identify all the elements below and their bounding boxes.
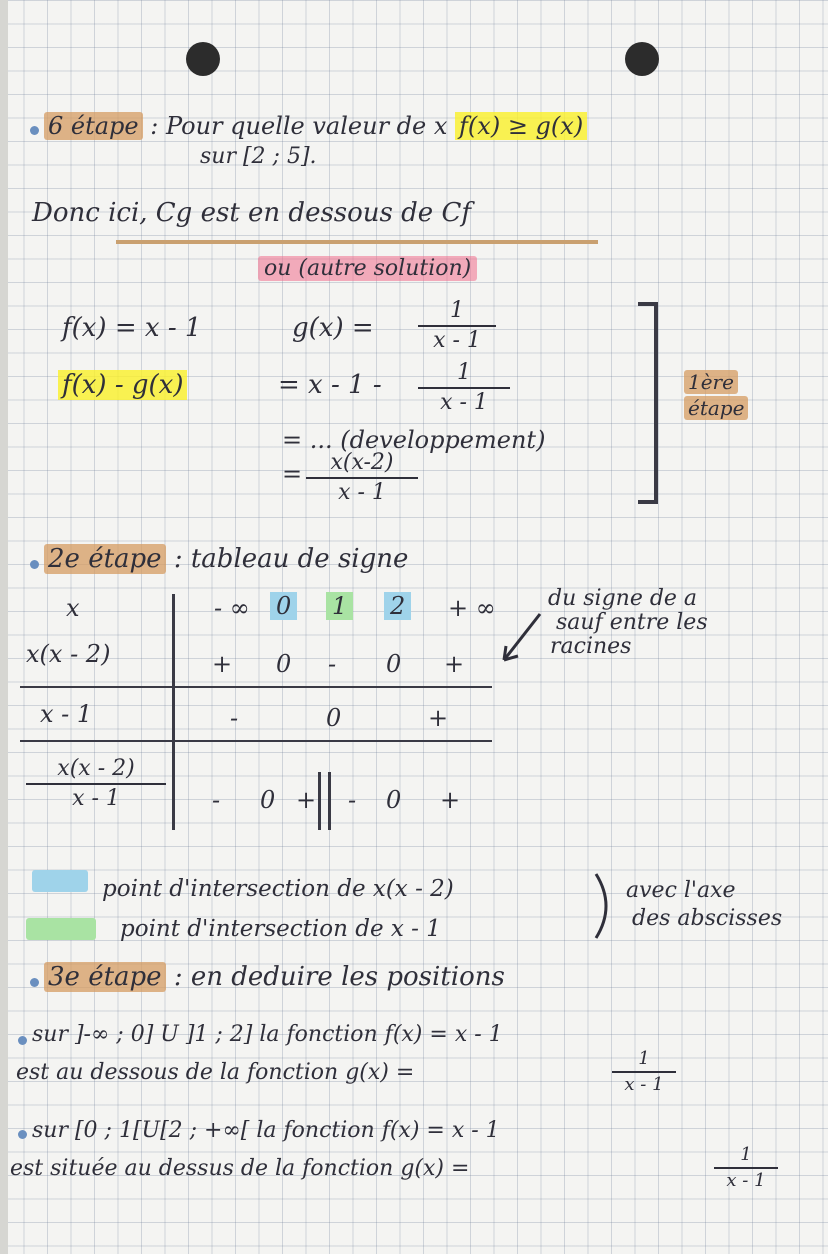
g-numerator: 1 xyxy=(450,298,464,323)
g-denominator: x - 1 xyxy=(433,328,481,353)
header-one: 1 xyxy=(326,592,353,620)
note-line-1: du signe de a xyxy=(548,586,698,611)
position-1-numerator: 1 xyxy=(638,1048,650,1069)
bracket-label-1-text: 1ère xyxy=(684,370,738,394)
row1-zero-1: 0 xyxy=(276,650,292,678)
legend-blue-swatch xyxy=(32,870,88,892)
header-two: 2 xyxy=(384,592,411,620)
row3-zero-1: 0 xyxy=(260,786,276,814)
row1-sign-1: + xyxy=(212,650,233,678)
fraction-bar xyxy=(418,387,510,389)
fraction-bar xyxy=(26,783,166,785)
table-vertical-line xyxy=(172,594,175,830)
step6-interval: sur [2 ; 5]. xyxy=(200,144,317,169)
step6-heading xyxy=(44,114,587,138)
row3-zero-2: 0 xyxy=(386,786,402,814)
g-fraction xyxy=(418,300,496,352)
bullet-dot xyxy=(30,560,39,569)
note-line-2: sauf entre les xyxy=(556,610,708,635)
position-1-fraction xyxy=(612,1050,676,1094)
binder-hole-left xyxy=(186,42,220,76)
row3-label xyxy=(26,758,166,810)
step6-text: : Pour quelle valeur de x xyxy=(150,112,448,140)
arrow-icon xyxy=(494,608,546,668)
fraction-bar xyxy=(418,325,496,327)
position-1-line-2: est au dessous de la fonction g(x) = xyxy=(16,1060,415,1085)
fraction-bar xyxy=(714,1167,778,1169)
position-2-denominator: x - 1 xyxy=(726,1170,766,1191)
step2-text: : tableau de signe xyxy=(173,544,409,574)
result-equals: = xyxy=(282,460,303,488)
position-1-denominator: x - 1 xyxy=(624,1074,664,1095)
row3-sign-1: - xyxy=(212,786,221,814)
g-definition: g(x) = xyxy=(292,313,374,343)
bullet-dot xyxy=(30,978,39,987)
fraction-bar xyxy=(306,477,418,479)
difference-denominator: x - 1 xyxy=(440,390,488,415)
step6-inequality: f(x) ≥ g(x) xyxy=(455,112,587,140)
orange-underline xyxy=(116,240,598,244)
header-minus-infinity: - ∞ xyxy=(214,594,250,622)
page-edge xyxy=(0,0,8,1254)
row1-label: x(x - 2) xyxy=(26,640,111,668)
legend-blue-text: point d'intersection de x(x - 2) xyxy=(102,876,454,902)
bracket-label-2 xyxy=(684,398,748,418)
legend-green-swatch xyxy=(26,918,96,940)
bracket-label-1 xyxy=(684,372,738,392)
difference-fraction xyxy=(418,362,510,414)
step1-bracket-top xyxy=(638,302,658,306)
step3-text: : en deduire les positions xyxy=(173,962,505,992)
difference-middle: = x - 1 - xyxy=(278,370,382,400)
row3-sign-2: + xyxy=(296,786,317,814)
result-numerator: x(x-2) xyxy=(330,450,394,475)
difference-numerator: 1 xyxy=(457,360,471,385)
bracket-label-2-text: étape xyxy=(684,396,748,420)
result-denominator: x - 1 xyxy=(338,480,386,505)
binder-hole-right xyxy=(625,42,659,76)
step2-label: 2e étape xyxy=(44,544,166,574)
difference-expression: f(x) - g(x) xyxy=(58,370,187,400)
step1-bracket-bottom xyxy=(638,500,658,504)
table-header-var: x xyxy=(66,594,80,622)
table-row-line-1 xyxy=(20,686,492,688)
row3-sign-4: + xyxy=(440,786,461,814)
row3-denominator: x - 1 xyxy=(72,786,120,811)
position-2-fraction xyxy=(714,1146,778,1190)
development-line: = ... (developpement) xyxy=(282,426,546,454)
step6-label: 6 étape xyxy=(44,112,143,140)
f-definition: f(x) = x - 1 xyxy=(62,313,202,343)
table-row-line-2 xyxy=(20,740,492,742)
forbidden-value-bar-1 xyxy=(318,772,321,830)
row3-numerator: x(x - 2) xyxy=(57,756,135,781)
fraction-bar xyxy=(612,1071,676,1073)
legend-tail-1: avec l'axe xyxy=(626,878,736,903)
step2-heading xyxy=(44,546,408,572)
forbidden-value-bar-2 xyxy=(328,772,331,830)
legend-brace-icon xyxy=(590,870,620,942)
row1-sign-2: - xyxy=(328,650,337,678)
position-2-line-2: est située au dessus de la fonction g(x) = xyxy=(10,1156,470,1181)
row2-label: x - 1 xyxy=(40,700,93,728)
step1-bracket-vertical xyxy=(654,302,658,504)
alt-solution-label: ou (autre solution) xyxy=(258,256,477,281)
difference-left xyxy=(58,372,187,398)
bullet-dot xyxy=(18,1130,27,1139)
note-line-3: racines xyxy=(550,634,632,659)
row3-sign-3: - xyxy=(348,786,357,814)
row2-sign-2: + xyxy=(428,704,449,732)
bullet-dot xyxy=(30,126,39,135)
header-plus-infinity: + ∞ xyxy=(448,594,496,622)
intro-alt xyxy=(258,258,477,280)
row1-zero-2: 0 xyxy=(386,650,402,678)
bullet-dot xyxy=(18,1036,27,1045)
row1-sign-3: + xyxy=(444,650,465,678)
result-fraction xyxy=(306,452,418,504)
legend-tail-2: des abscisses xyxy=(632,906,783,931)
position-2-numerator: 1 xyxy=(740,1144,752,1165)
header-zero: 0 xyxy=(270,592,297,620)
step3-heading xyxy=(44,964,505,990)
position-1-line-1: sur ]-∞ ; 0] U ]1 ; 2] la fonction f(x) = x - 1 xyxy=(32,1022,503,1047)
row2-zero: 0 xyxy=(326,704,342,732)
position-2-line-1: sur [0 ; 1[U[2 ; +∞[ la fonction f(x) = x - 1 xyxy=(32,1118,500,1143)
legend-green-text: point d'intersection de x - 1 xyxy=(120,916,441,942)
step3-label: 3e étape xyxy=(44,962,166,992)
intro-line: Donc ici, Cg est en dessous de Cf xyxy=(32,198,471,228)
row2-sign-1: - xyxy=(230,704,239,732)
